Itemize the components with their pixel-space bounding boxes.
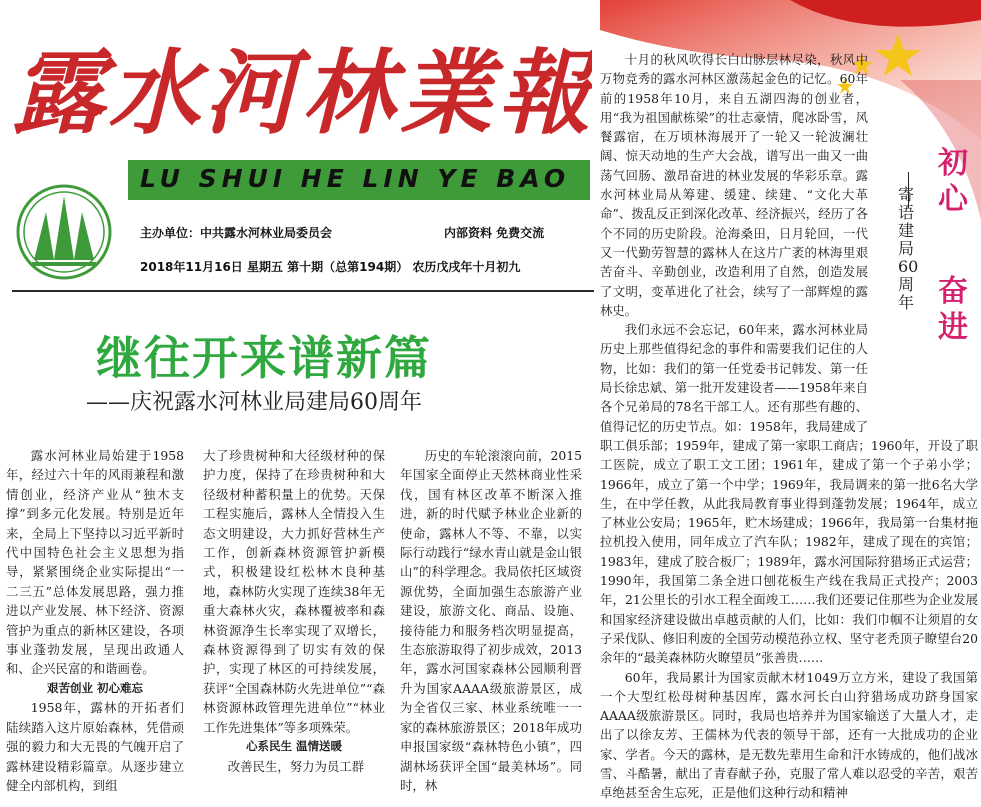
masthead-char: 露	[12, 39, 105, 147]
masthead-rule	[12, 290, 594, 292]
article-headline: 继往开来谱新篇	[96, 331, 432, 385]
article-subhead: ——庆祝露水河林业局建局60周年	[86, 390, 422, 415]
internal-note: 内部资料 免费交流	[444, 226, 545, 240]
theme-float-space	[868, 50, 978, 432]
theme-char: 初	[938, 146, 968, 181]
feature-dedication: 寄语建局60周年	[898, 185, 919, 312]
trees-logo-icon	[14, 182, 114, 282]
article-paragraph: 历史的车轮滚滚向前，2015年国家全面停止天然林商业性采伐，国有林区改革不断深入推进，新的时代赋予林业企业新的使命，露林人不等、不靠，以实际行动践行“绿水青山就是金山银山”的科学理念。我局依托区域资源优势，全面加强生态旅游产业建设，旅游文化、商品、设施、接待能力和服务档次明显提高，生态旅游取得了初步成效，2013年，露水河国家森林公园顺利晋升为国家AAAA级旅游景区，成为全省仅三家、林业系统唯一一家的森林旅游景区；2018年成功申报国家级“森林特色小镇”，四湖林场获评全国“最美林场”。同时，林	[400, 448, 582, 793]
article-paragraph: 露水河林业局始建于1958年，经过六十年的风雨兼程和激情创业，经济产业从“独木支撑”到多元化发展。特别是近年来，全局上下坚持以习近平新时代中国特色社会主义思想为指导，紧紧围绕企业实际提出“一二三五”总体发展思路，强力推进以产业发展、林下经济、资源管护为重点的新林区建设，各项事业蓬勃发展，呈现出政通人和、企兴民富的和谐画卷。	[6, 448, 184, 677]
article-column-1	[6, 446, 184, 807]
masthead-char: 報	[498, 39, 591, 147]
article-column-3	[400, 446, 582, 807]
feature-article	[600, 50, 978, 807]
theme-char: 心	[938, 182, 968, 217]
masthead-char: 林	[302, 39, 395, 147]
masthead-char: 水	[108, 39, 201, 147]
masthead-char: 河	[204, 39, 297, 147]
masthead-char: 業	[400, 39, 493, 147]
feature-paragraph: 60年，我局累计为国家贡献木材1049万立方米，建设了我国第一个大型红松母树种基因库，露水河长白山狩猎场成功跻身国家AAAA级旅游景区。同时，我局也培养并为国家输送了大量人才，走出了以徐友芳、王儒林为代表的领导干部，还有一大批成功的企业家、学者。今天的露林，是无数先辈用生命和汗水铸成的，他们战冰雪、斗酷暑，献出了青春献子孙，克服了常人难以忍受的辛苦，艰苦卓绝甚至舍生忘死，正是他们这种行动和精神	[600, 669, 978, 801]
article-paragraph: 1958年，露林的开拓者们陆续踏入这片原始森林，凭借顽强的毅力和大无畏的气魄开启了露林建设精彩篇章。从逐步建立健全内部机构，到组	[6, 700, 184, 793]
feature-paragraph: 十月的秋风吹得长白山脉层林尽染，秋风中万物竞秀的露水河林区激荡起金色的记忆。60年前的1958年10月，来自五湖四海的创业者，用“我为祖国献栋梁”的壮志豪情，爬冰卧雪，风餐露宿，在万顷林海展开了一轮又一轮波澜壮阔、惊天动地的生产大会战，谱写出一曲又一曲荡气回肠、激昂奋进的林业发展的华彩乐章。露水河林业局从筹建、缓建、续建、“文化大革命”、拨乱反正到深化改革、经济振兴，经历了各个不同的历史阶段。沧海桑田，日月轮回，一代又一代勤劳智慧的露林人在这片广袤的林海里艰苦奋斗、辛勤创业，改造利用了自然，创造发展了文明，变革进化了社会，续写了一部辉煌的露林史。	[600, 52, 868, 318]
masthead-pinyin: LU SHUI HE LIN YE BAO	[140, 164, 571, 193]
theme-char: 奋	[938, 274, 968, 309]
masthead-title	[12, 30, 592, 150]
sponsor-line: 主办单位：中共露水河林业局委员会	[140, 226, 333, 240]
issue-date-line: 2018年11月16日 星期五 第十期（总第194期） 农历戊戌年十月初九	[140, 260, 521, 274]
theme-char: 进	[938, 310, 968, 345]
feature-paragraph: 我们永远不会忘记，60年来，露水河林业局历史上那些值得纪念的事件和需要我们记住的人物，比如：我们的第一任党委书记韩发、第一任局长徐忠斌、第一批开发建设者——1958年来自各个兄弟局的78名干部工人。还有那些有趣的、值得记忆的历史节点。如：1958年，我局建成了职工俱乐部；1959年，建成了第一家职工商店；1960年，开设了职工医院，成立了职工文工团；1961年，建成了第一个子弟小学；1966年，成立了第一个中学；1969年，我局调来的第一批6名大学生，在中学任教，从此我局教育事业得到蓬勃发展；1964年，成立了林业公安局；1965年，贮木场建成；1966年，我局第一台集材拖拉机投入使用，同年成立了汽车队；1982年，建成了现在的宾馆；1983年，建成了胶合板厂；1989年，露水河国际狩猎场正式运营；1990年，我国第二条全进口刨花板生产线在我局正式投产；2003年，21公里长的引水工程全面竣工……我们还要记住那些为企业发展和国家经济建设做出卓越贡献的人们，比如：我们巾帼不让须眉的女子采伐队、修旧利废的全国劳动模范孙立权、坚守老秃顶子瞭望台20余年的“最美森林防火瞭望员”张善贵……	[600, 322, 978, 666]
article-paragraph: 改善民生，努力为员工群	[227, 758, 365, 774]
section-heading: 心系民生 温情送暖	[245, 739, 342, 754]
article-column-2	[203, 446, 385, 807]
section-heading: 艰苦创业 初心难忘	[46, 680, 143, 695]
article-paragraph: 大了珍贵树种和大径级材种的保护力度，保持了在珍贵树种和大径级材种蓄积量上的优势。天保工程实施后，露林人全情投入生态文明建设，大力抓好营林生产工作，创新森林资源管护新模式，积极建设红松林木良种基地，森林防火实现了连续38年无重大森林火灾，森林覆被率和森林资源净生长率实现了双增长，森林资源得到了切实有效的保护，实现了林区的可持续发展，获评“全国森林防火先进单位”“森林资源林政管理先进单位”“林业工作先进集体”等多项殊荣。	[203, 448, 385, 735]
